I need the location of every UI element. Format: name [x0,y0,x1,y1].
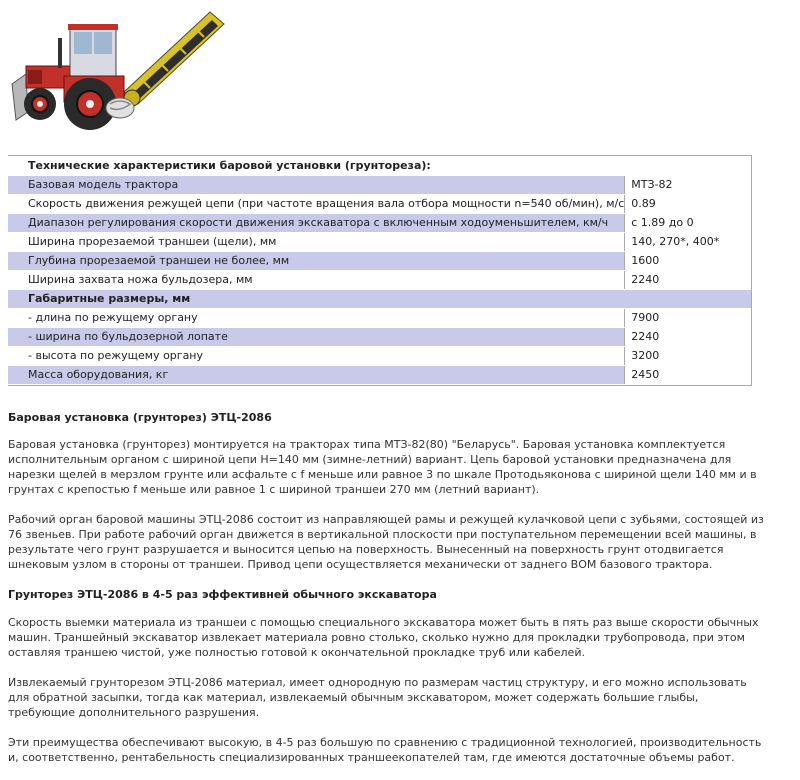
trencher-bar-icon [124,12,224,106]
spec-label: Масса оборудования, кг [8,366,624,384]
spec-value: с 1.89 до 0 [624,214,751,232]
dims-title-row [8,290,751,308]
article-paragraph: Рабочий орган баровой машины ЭТЦ-2086 состоит из направляющей рамы и режущей кулачковой цепи с зубьями, состоящей из 76 звеньев. При работе рабочий орган движется в вертикальной плоскости при поступательном перемещении всей машины, в результате чего грунт разрушается и выносится цепью на поверхность. Вынесенный на поверхность грунт отодвигается шнековым узлом в стороны от траншеи. Привод цепи осуществляется механически от заднего ВОМ базового трактора. [8,513,764,571]
spec-row [8,214,751,232]
spec-value: МТЗ-82 [624,176,751,194]
spec-label: - высота по режущему органу [8,347,624,365]
spec-value: 3200 [624,347,751,365]
spec-label: - ширина по бульдозерной лопате [8,328,624,346]
spec-row [8,233,751,251]
spec-value: 1600 [624,252,751,270]
spec-label: Диапазон регулирования скорости движения экскаватора с включенным ходоуменьшителем, км/ч [8,214,624,232]
spec-value: 7900 [624,309,751,327]
spec-label: Глубина прорезаемой траншеи не более, мм [8,252,624,270]
article-heading: Грунторез ЭТЦ-2086 в 4-5 раз эффективней обычного экскаватора [8,588,437,601]
spec-row [8,195,751,213]
spec-label: Ширина прорезаемой траншеи (щели), мм [8,233,624,251]
spec-label: Ширина захвата ножа бульдозера, мм [8,271,624,289]
spec-row [8,366,751,384]
spec-table-title: Технические характеристики баровой установки (грунтореза): [8,157,751,175]
tractor-trencher-photo [4,4,234,154]
spec-row [8,252,751,270]
spec-table [8,155,752,386]
spec-value: 2240 [624,328,751,346]
spec-label: - длина по режущему органу [8,309,624,327]
spec-label: Базовая модель трактора [8,176,624,194]
spec-table-title-row [8,157,751,175]
spec-value: 2450 [624,366,751,384]
spec-row [8,309,751,327]
article-paragraph: Скорость выемки материала из траншеи с помощью специального экскаватора может быть в пять раз выше скорости обычных машин. Траншейный экскаватор извлекает материала ровно столько, сколько нужно для прокладки трубопровода, при этом оставляя траншею чистой, уже полностью готовой к окончательной прокладке труб или кабелей. [8,616,759,659]
article-paragraph: Извлекаемый грунторезом ЭТЦ-2086 материал, имеет однородную по размерам частиц структуру, и его можно использовать для обратной засыпки, тогда как материал, извлекаемый обычным экскаватором, может содержать большие глыбы, требующие дополнительного разрушения. [8,676,747,719]
article-paragraph: Эти преимущества обеспечивают высокую, в 4-5 раз большую по сравнению с традиционной технологией, производительность и, соответственно, рентабельность специализированных траншеекопателей там, где имеются достаточные объемы работ. [8,736,762,764]
spec-value: 0.89 [624,195,751,213]
dims-title: Габаритные размеры, мм [8,290,751,308]
spec-row [8,347,751,365]
article-paragraph: Баровая установка (грунторез) монтируется на тракторах типа МТЗ-82(80) "Беларусь". Баровая установка комплектуется исполнительным органом с шириной цепи Н=140 мм (зимне-летний) вариант. Цепь баровой установки предназначена для нарезки щелей в мерзлом грунте или асфальте с f меньше или равное 3 по шкале Протодьяконова с шириной щели 140 мм и в грунтах с крепостью f меньше или равное 1 с шириной траншеи 270 мм (летний вариант). [8,438,757,496]
spec-value: 2240 [624,271,751,289]
spec-value: 140, 270*, 400* [624,233,751,251]
tractor-icon [12,24,134,130]
spec-row [8,271,751,289]
article-body [8,410,768,780]
spec-label: Скорость движения режущей цепи (при частоте вращения вала отбора мощности n=540 об/мин), м/с [8,195,624,213]
article-heading: Баровая установка (грунторез) ЭТЦ-2086 [8,411,272,424]
spec-row [8,176,751,194]
spec-row [8,328,751,346]
